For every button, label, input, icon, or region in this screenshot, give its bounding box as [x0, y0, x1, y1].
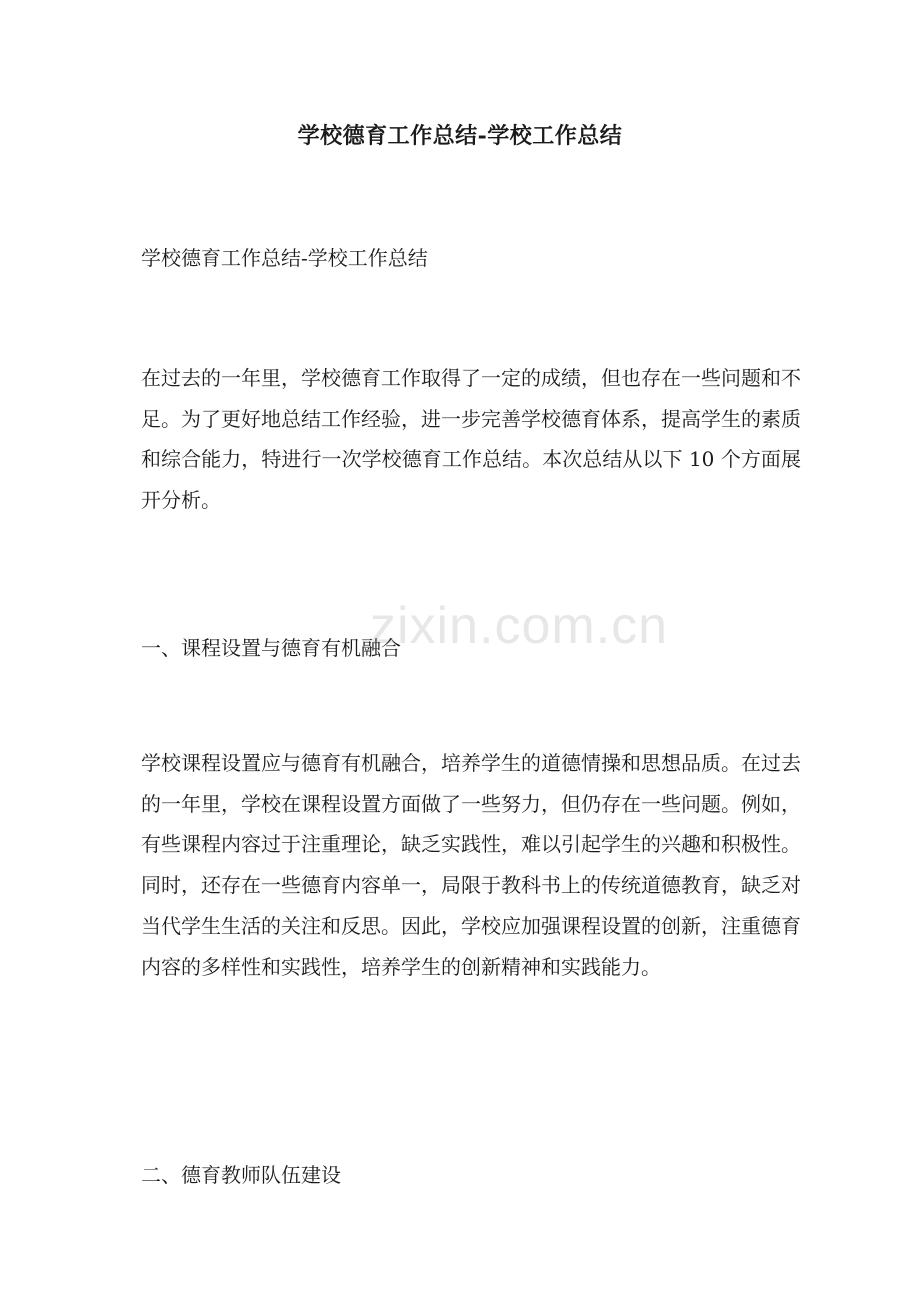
watermark: zixin.com.cn	[370, 597, 669, 655]
document-title: 学校德育工作总结-学校工作总结	[297, 123, 623, 149]
section-heading-1: 一、课程设置与德育有机融合	[141, 636, 401, 660]
document-subtitle: 学校德育工作总结-学校工作总结	[141, 246, 428, 270]
section-heading-2: 二、德育教师队伍建设	[141, 1163, 341, 1187]
intro-paragraph: 在过去的一年里，学校德育工作取得了一定的成绩，但也存在一些问题和不足。为了更好地总结工作经验，进一步完善学校德育体系，提高学生的素质和综合能力，特进行一次学校德育工作总结。本次总结从以下 10 个方面展开分析。	[141, 366, 801, 513]
section-body-1: 学校课程设置应与德育有机融合，培养学生的道德情操和思想品质。在过去的一年里，学校在课程设置方面做了一些努力，但仍存在一些问题。例如，有些课程内容过于注重理论，缺乏实践性，难以引起学生的兴趣和积极性。同时，还存在一些德育内容单一，局限于教科书上的传统道德教育，缺乏对当代学生生活的关注和反思。因此，学校应加强课程设置的创新，注重德育内容的多样性和实践性，培养学生的创新精神和实践能力。	[141, 751, 801, 979]
